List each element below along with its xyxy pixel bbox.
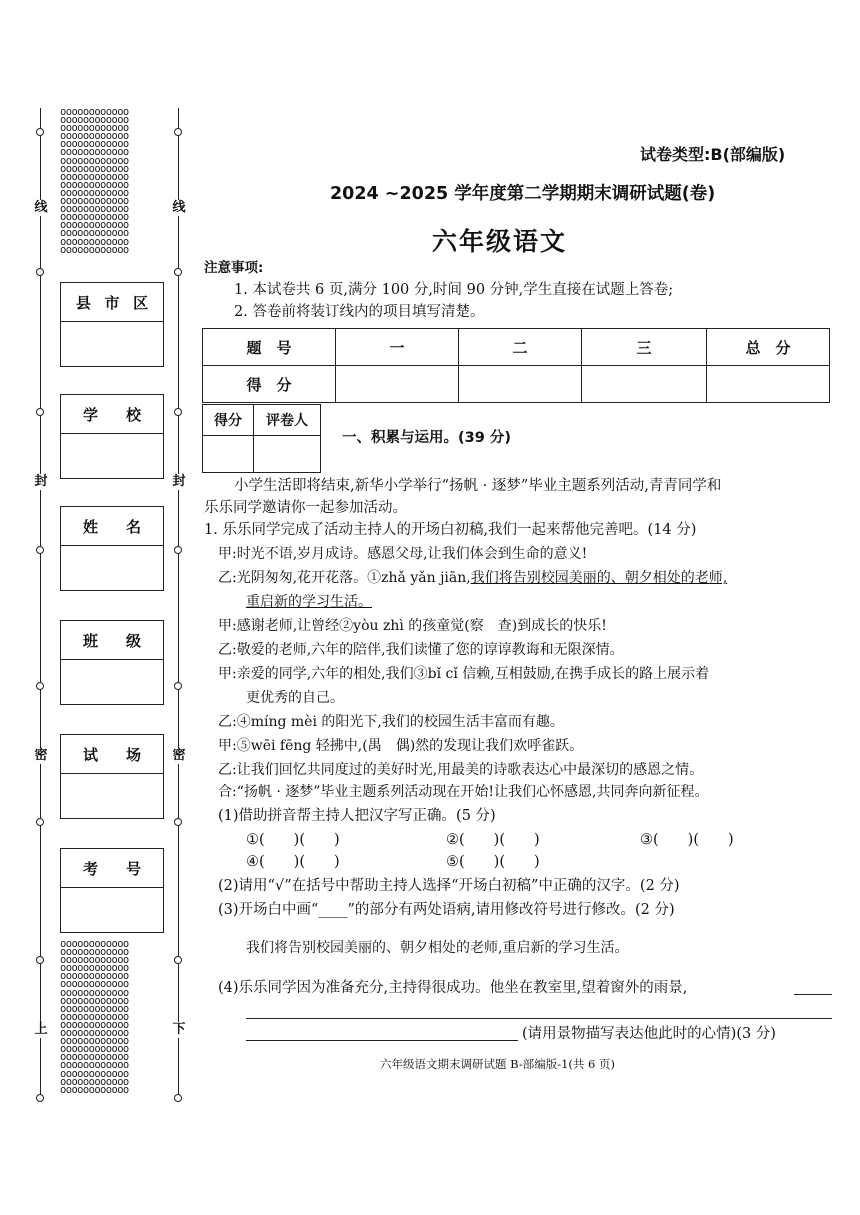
school-label: 校 bbox=[125, 405, 141, 424]
grader-table bbox=[202, 404, 321, 473]
exam-number-field[interactable] bbox=[61, 888, 163, 932]
dialogue-line: 乙:光阴匆匆,花开花落。①zhǎ yǎn jiān,我们将告别校园美丽的、朝夕相处的老师, bbox=[218, 570, 728, 586]
sub-question-4: (4)乐乐同学因为准备充分,主持得很成功。他坐在教室里,望着窗外的雨景, bbox=[218, 980, 688, 996]
binding-ring bbox=[36, 956, 44, 964]
section-intro: 小学生活即将结束,新华小学举行“扬帆 · 逐梦”毕业主题系列活动,青青同学和 bbox=[234, 478, 722, 494]
grader-reviewer-label: 评卷人 bbox=[254, 405, 321, 436]
question-1: 1. 乐乐同学完成了活动主持人的开场白初稿,我们一起来帮他完善吧。(14 分) bbox=[204, 522, 697, 538]
school-field[interactable] bbox=[61, 434, 163, 478]
exam-room-label: 场 bbox=[125, 745, 141, 764]
dialogue-line: 合:“扬帆 · 逐梦”毕业主题系列活动现在开始!让我们心怀感恩,共同奔向新征程。 bbox=[218, 784, 709, 800]
binding-ring bbox=[174, 268, 182, 276]
county-label: 市 bbox=[104, 293, 120, 312]
dialogue-line: 甲:亲爱的同学,六年的相处,我们③bǐ cǐ 信赖,互相鼓励,在携手成长的路上展示着 bbox=[218, 666, 710, 682]
score-table-header: 题 号 bbox=[203, 329, 336, 366]
score-cell[interactable] bbox=[459, 366, 582, 403]
sub-question-3: (3)开场白中画“____”的部分有两处语病,请用修改符号进行修改。(2 分) bbox=[218, 902, 675, 918]
exam-number-label: 考 bbox=[82, 859, 98, 878]
dialogue-line: 甲:感谢老师,让曾经②yòu zhì 的孩童觉(察 查)到成长的快乐! bbox=[218, 618, 607, 634]
score-table-row-label: 得 分 bbox=[203, 366, 336, 403]
exam-room-label: 试 bbox=[82, 745, 98, 764]
binding-ring bbox=[174, 408, 182, 416]
underlined-sentence: 我们将告别校园美丽的、朝夕相处的老师, bbox=[470, 570, 728, 586]
binding-ring bbox=[174, 1094, 182, 1102]
answer-slot-1[interactable]: ①( )( ) bbox=[246, 832, 340, 848]
score-table-header: 一 bbox=[336, 329, 459, 366]
exam-number-box[interactable] bbox=[60, 848, 164, 933]
answer-slot-4[interactable]: ④( )( ) bbox=[246, 854, 340, 870]
binding-ring bbox=[174, 682, 182, 690]
sub-question-1: (1)借助拼音帮主持人把汉字写正确。(5 分) bbox=[218, 808, 496, 824]
answer-slot-2[interactable]: ②( )( ) bbox=[446, 832, 540, 848]
binding-ring bbox=[36, 818, 44, 826]
score-table-header-row bbox=[203, 329, 830, 366]
name-box[interactable] bbox=[60, 506, 164, 591]
grader-reviewer-cell[interactable] bbox=[254, 436, 321, 473]
dialogue-line: 重启新的学习生活。 bbox=[246, 594, 372, 610]
class-label: 班 bbox=[82, 631, 98, 650]
binding-ring bbox=[36, 268, 44, 276]
score-table-score-row bbox=[203, 366, 830, 403]
score-cell[interactable] bbox=[582, 366, 707, 403]
binding-ring bbox=[36, 1094, 44, 1102]
binding-holes-bottom: oooooooooooo oooooooooooo oooooooooooo oooooooooooo oooooooooooo oooooooooooo oooooooooooo oooooooooooo oooooooooooo oooooooooooo oooooooooooo oooooooooooo oooooooooooo oooooooooooo oooooooooooo oooooooooooo oooooooooooo oooooooooooo oooooooooooo bbox=[60, 940, 129, 1096]
binding-line-left bbox=[40, 108, 41, 1098]
exam-title: 2024 ~2025 学年度第二学期期末调研试题(卷) bbox=[330, 184, 716, 204]
dialogue-line: 乙:让我们回忆共同度过的美好时光,用最美的诗歌表达心中最深切的感恩之情。 bbox=[218, 762, 704, 778]
answer-line[interactable] bbox=[794, 994, 832, 995]
binding-ring bbox=[174, 546, 182, 554]
sub-question-4-hint: (请用景物描写表达他此时的心情)(3 分) bbox=[522, 1026, 776, 1042]
county-label: 县 bbox=[75, 293, 91, 312]
answer-slot-3[interactable]: ③( )( ) bbox=[640, 832, 734, 848]
score-table-header: 二 bbox=[459, 329, 582, 366]
name-field[interactable] bbox=[61, 546, 163, 590]
binding-char-seal: 封 bbox=[34, 474, 48, 489]
page-footer: 六年级语文期末调研试题 B-部编版-1(共 6 页) bbox=[380, 1057, 616, 1071]
binding-ring bbox=[174, 818, 182, 826]
grader-score-label: 得分 bbox=[203, 405, 254, 436]
school-box[interactable] bbox=[60, 394, 164, 479]
notes-item-2: 2. 答卷前将装订线内的项目填写清楚。 bbox=[234, 304, 485, 320]
score-table-header: 总 分 bbox=[707, 329, 830, 366]
class-label: 级 bbox=[125, 631, 141, 650]
binding-char-line: 线 bbox=[34, 200, 48, 215]
school-label: 学 bbox=[82, 405, 98, 424]
name-label: 名 bbox=[125, 517, 141, 536]
dialogue-line: 甲:时光不语,岁月成诗。感恩父母,让我们体会到生命的意义! bbox=[218, 546, 588, 562]
binding-char-secret: 密 bbox=[34, 748, 48, 763]
binding-ring bbox=[36, 546, 44, 554]
subject-title: 六年级语文 bbox=[432, 227, 568, 256]
binding-ring bbox=[36, 682, 44, 690]
notes-item-1: 1. 本试卷共 6 页,满分 100 分,时间 90 分钟,学生直接在试题上答卷; bbox=[234, 282, 674, 298]
dialogue-line: 更优秀的自己。 bbox=[246, 690, 344, 706]
notes-heading: 注意事项: bbox=[204, 260, 264, 276]
grader-score-cell[interactable] bbox=[203, 436, 254, 473]
exam-number-label: 号 bbox=[125, 859, 141, 878]
binding-holes-top: oooooooooooo oooooooooooo oooooooooooo oooooooooooo oooooooooooo oooooooooooo oooooooooooo oooooooooooo oooooooooooo oooooooooooo oooooooooooo oooooooooooo oooooooooooo oooooooooooo oooooooooooo oooooooooooo oooooooooooo oooooooooooo bbox=[60, 108, 129, 256]
binding-ring bbox=[36, 408, 44, 416]
binding-char-down: 下 bbox=[172, 1022, 186, 1037]
county-field[interactable] bbox=[61, 322, 163, 366]
paper-type: 试卷类型:B(部编版) bbox=[640, 145, 786, 164]
binding-ring bbox=[36, 128, 44, 136]
binding-char-seal: 封 bbox=[172, 474, 186, 489]
score-table bbox=[202, 328, 830, 403]
answer-line[interactable] bbox=[246, 1018, 832, 1019]
score-cell[interactable] bbox=[336, 366, 459, 403]
exam-room-box[interactable] bbox=[60, 734, 164, 819]
dialogue-line: 甲:⑤wēi fēng 轻拂中,(禺 偶)然的发现让我们欢呼雀跃。 bbox=[218, 738, 584, 754]
binding-char-up: 上 bbox=[34, 1022, 48, 1037]
name-label: 姓 bbox=[82, 517, 98, 536]
answer-slot-5[interactable]: ⑤( )( ) bbox=[446, 854, 540, 870]
binding-char-line: 线 bbox=[172, 200, 186, 215]
score-table-header: 三 bbox=[582, 329, 707, 366]
sub-question-2: (2)请用“√”在括号中帮助主持人选择“开场白初稿”中正确的汉字。(2 分) bbox=[218, 878, 680, 894]
county-label: 区 bbox=[133, 293, 149, 312]
class-field[interactable] bbox=[61, 660, 163, 704]
dialogue-line: 乙:④míng mèi 的阳光下,我们的校园生活丰富而有趣。 bbox=[218, 714, 564, 730]
section-title: 一、积累与运用。(39 分) bbox=[342, 430, 511, 446]
binding-line-right bbox=[178, 108, 179, 1098]
binding-ring bbox=[174, 956, 182, 964]
class-box[interactable] bbox=[60, 620, 164, 705]
dialogue-line: 乙:敬爱的老师,六年的陪伴,我们读懂了您的谆谆教诲和无限深情。 bbox=[218, 642, 624, 658]
score-cell[interactable] bbox=[707, 366, 830, 403]
section-intro: 乐乐同学邀请你一起参加活动。 bbox=[204, 500, 407, 516]
county-box[interactable] bbox=[60, 282, 164, 367]
answer-line[interactable] bbox=[246, 1040, 518, 1041]
exam-room-field[interactable] bbox=[61, 774, 163, 818]
binding-ring bbox=[174, 128, 182, 136]
binding-char-secret: 密 bbox=[172, 748, 186, 763]
sentence-to-revise: 我们将告别校园美丽的、朝夕相处的老师,重启新的学习生活。 bbox=[246, 940, 629, 956]
